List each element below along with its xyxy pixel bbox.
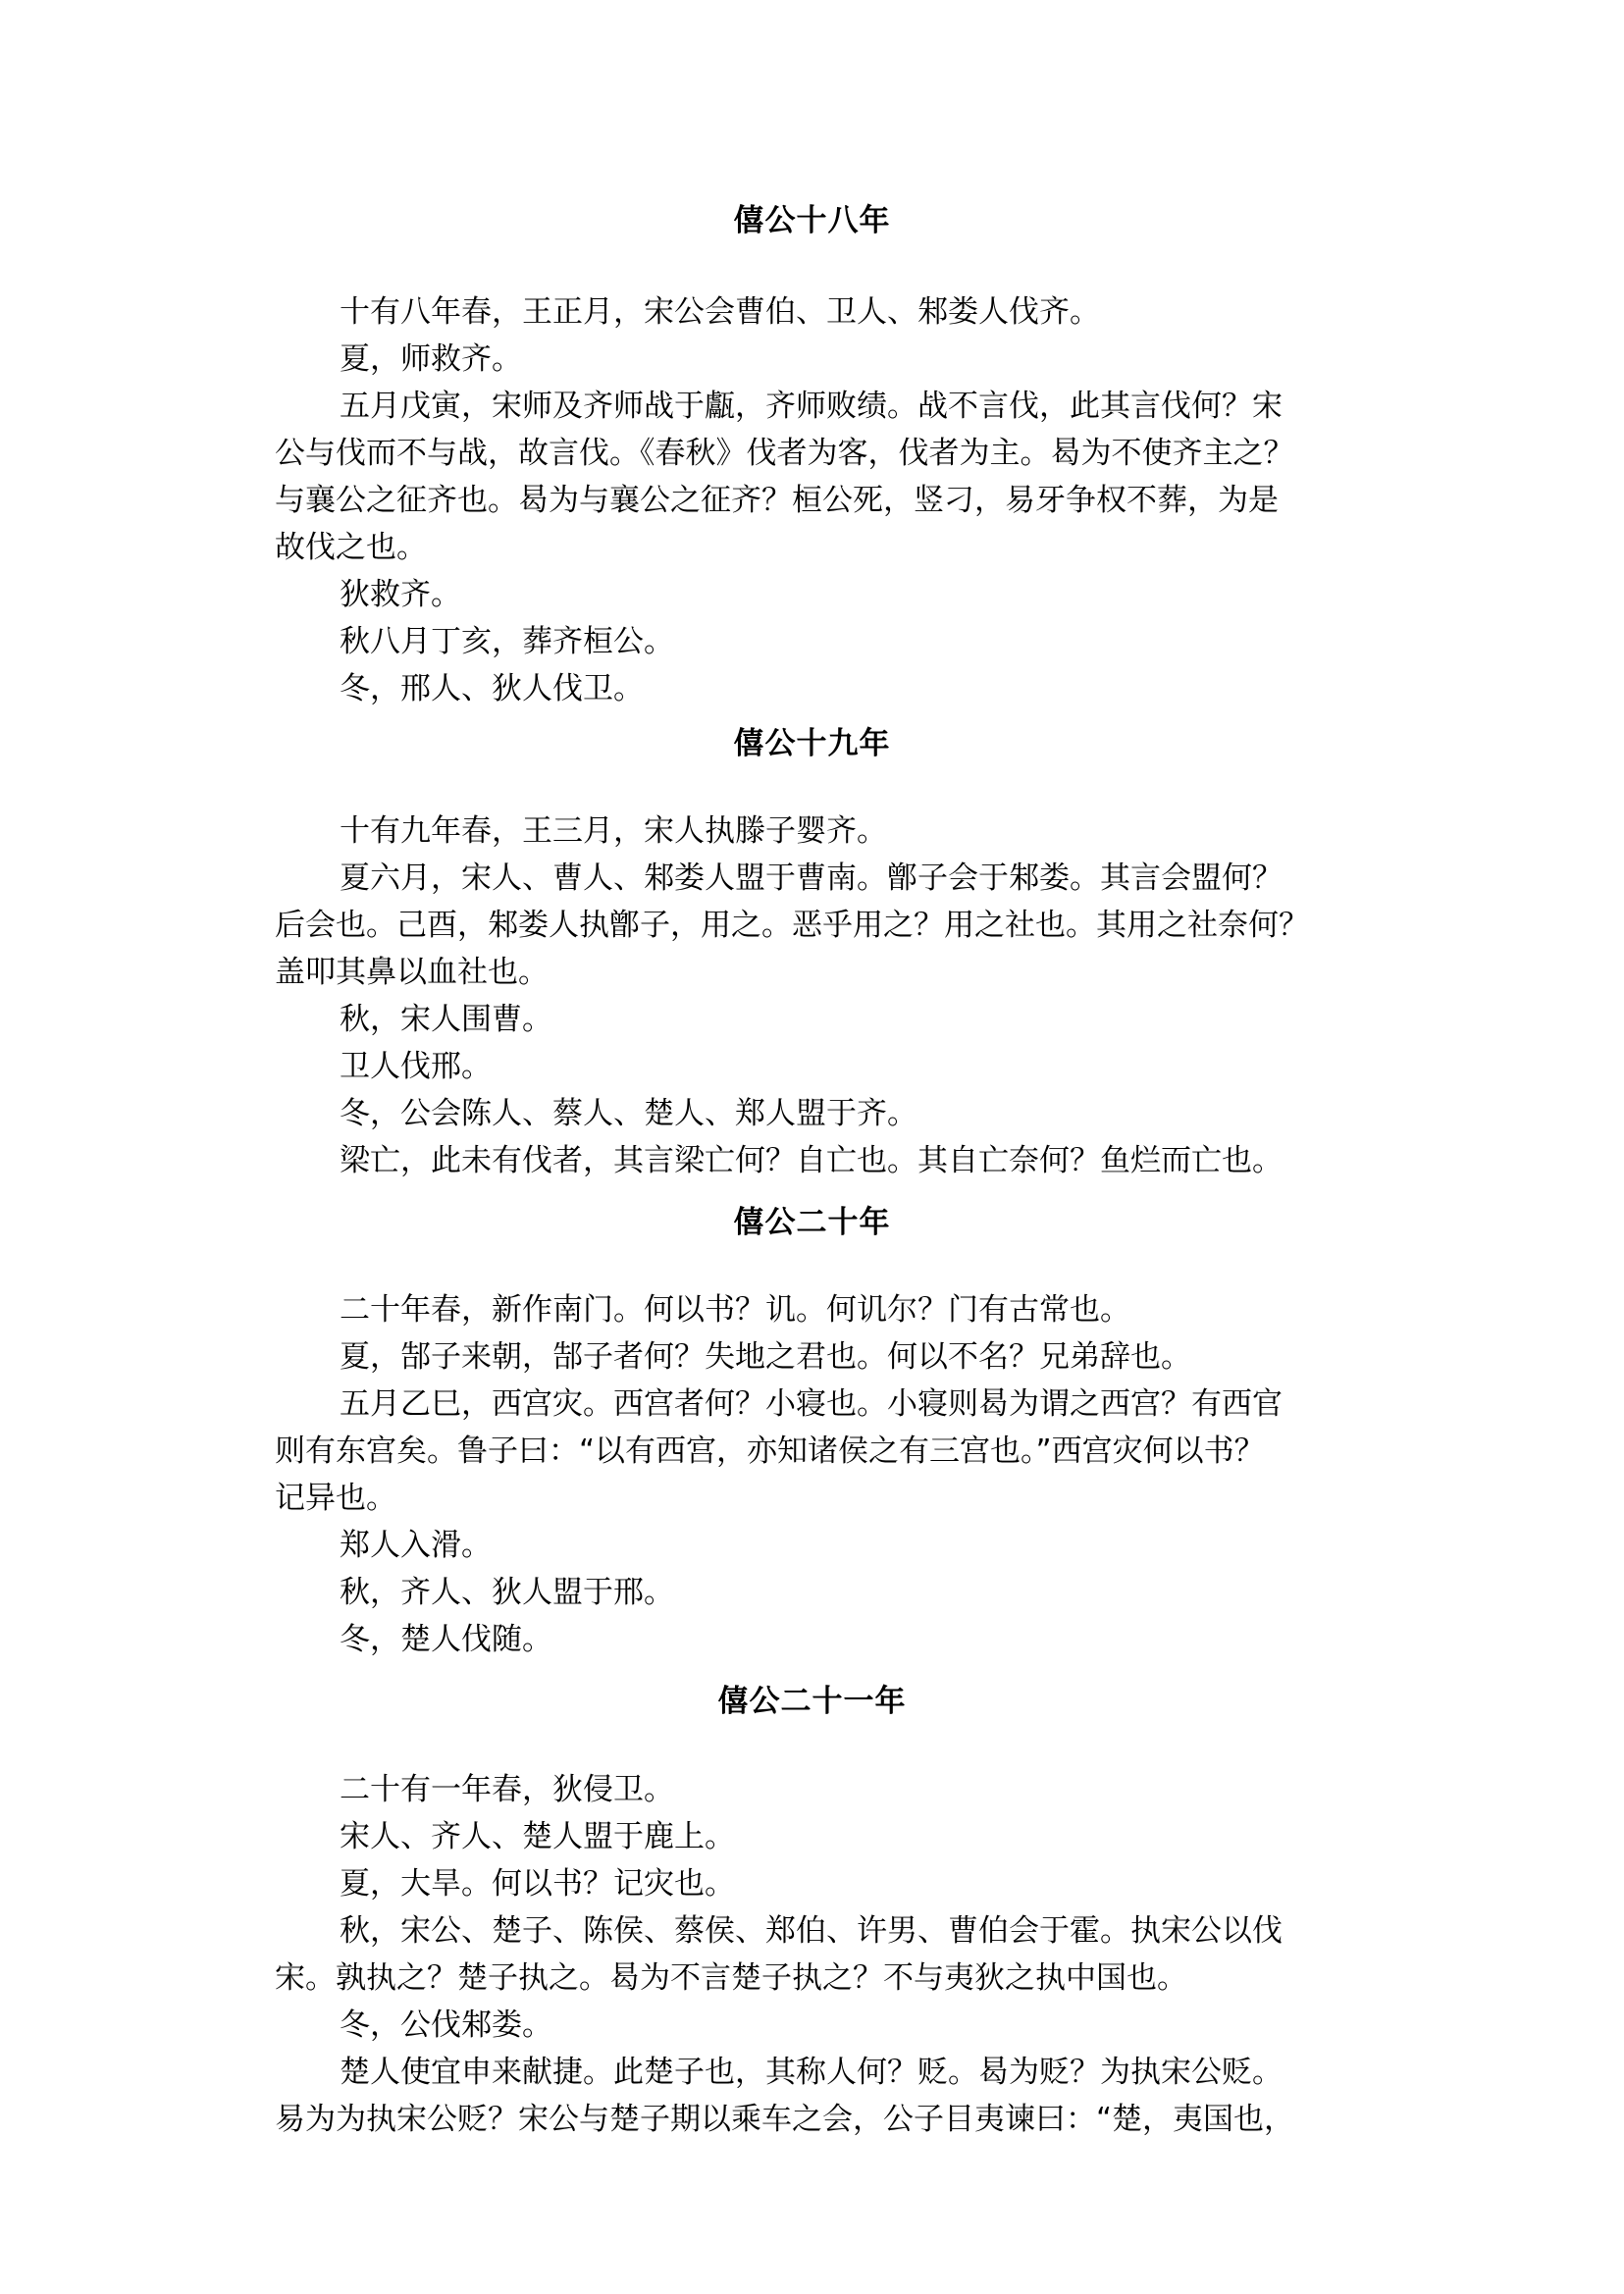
paragraph xyxy=(275,1907,1379,2002)
text-line: 梁亡，此未有伐者，其言梁亡何？自亡也。其自亡奈何？鱼烂而亡也。 xyxy=(340,1143,1283,1178)
paragraph xyxy=(275,618,1379,665)
paragraph xyxy=(275,1616,1379,1663)
paragraph xyxy=(275,665,1379,712)
text-line: 宋人、齐人、楚人盟于鹿上。 xyxy=(340,1819,735,1854)
section-title: 僖公二十年 xyxy=(733,1205,891,1240)
paragraph xyxy=(275,1813,1379,1860)
text-line: 二十年春，新作南门。何以书？讥。何讥尔？门有古常也。 xyxy=(340,1292,1130,1328)
paragraph xyxy=(275,288,1379,336)
text-line: 公与伐而不与战，故言伐。《春秋》伐者为客，伐者为主。曷为不使齐主之？ xyxy=(275,436,1294,471)
paragraph xyxy=(275,1522,1379,1569)
text-line: 秋，齐人、狄人盟于邢。 xyxy=(340,1575,674,1610)
text-line: 冬，公伐邾娄。 xyxy=(340,2007,552,2043)
text-line: 易为为执宋公贬？宋公与楚子期以乘车之会，公子目夷谏曰：“楚，夷国也， xyxy=(275,2102,1295,2137)
paragraph xyxy=(275,1569,1379,1616)
paragraph xyxy=(275,1286,1379,1333)
text-line: 郑人入滑。 xyxy=(340,1528,492,1563)
paragraph xyxy=(275,1043,1379,1090)
text-line: 二十有一年春，狄侵卫。 xyxy=(340,1772,674,1807)
section-title: 僖公十八年 xyxy=(733,203,891,238)
text-line: 后会也。己酉，邾娄人执鄫子，用之。恶乎用之？用之社也。其用之社奈何？ xyxy=(275,908,1309,943)
text-line: 宋。孰执之？楚子执之。曷为不言楚子执之？不与夷狄之执中国也。 xyxy=(275,1960,1187,1996)
paragraph xyxy=(275,1766,1379,1813)
paragraph xyxy=(275,1090,1379,1137)
text-line: 冬，楚人伐随。 xyxy=(340,1622,552,1657)
text-line: 冬，公会陈人、蔡人、楚人、郑人盟于齐。 xyxy=(340,1096,917,1131)
paragraph xyxy=(275,1381,1379,1522)
text-line: 秋，宋公、楚子、陈侯、蔡侯、郑伯、许男、曹伯会于霍。执宋公以伐 xyxy=(340,1913,1283,1949)
paragraph xyxy=(275,1137,1379,1184)
text-line: 楚人使宜申来献捷。此楚子也，其称人何？贬。曷为贬？为执宋公贬。 xyxy=(340,2055,1283,2090)
section-body xyxy=(275,808,1379,1184)
text-line: 故伐之也。 xyxy=(275,530,427,565)
paragraph xyxy=(275,996,1379,1043)
text-line: 秋八月丁亥，葬齐桓公。 xyxy=(340,624,674,659)
paragraph xyxy=(275,571,1379,618)
text-line: 卫人伐邢。 xyxy=(340,1049,492,1084)
text-line: 记异也。 xyxy=(275,1481,396,1516)
paragraph xyxy=(275,855,1379,996)
text-line: 夏六月，宋人、曹人、邾娄人盟于曹南。鄫子会于邾娄。其言会盟何？ xyxy=(340,860,1283,896)
section-body xyxy=(275,1766,1379,2143)
text-line: 夏，郜子来朝，郜子者何？失地之君也。何以不名？兄弟辞也。 xyxy=(340,1339,1191,1375)
text-line: 则有东宫矣。鲁子曰：“以有西宫，亦知诸侯之有三宫也。”西宫灾何以书？ xyxy=(275,1434,1265,1469)
section-body xyxy=(275,1286,1379,1663)
paragraph xyxy=(275,2002,1379,2049)
text-line: 与襄公之征齐也。曷为与襄公之征齐？桓公死，竖刁，易牙争权不葬，为是 xyxy=(275,483,1279,518)
paragraph xyxy=(275,808,1379,855)
text-line: 夏，大旱。何以书？记灾也。 xyxy=(340,1866,735,1902)
text-line: 狄救齐。 xyxy=(340,577,461,612)
text-line: 冬，邢人、狄人伐卫。 xyxy=(340,671,644,706)
paragraph xyxy=(275,336,1379,383)
paragraph xyxy=(275,2049,1379,2143)
section-title: 僖公二十一年 xyxy=(717,1684,907,1719)
paragraph xyxy=(275,1860,1379,1907)
text-line: 盖叩其鼻以血社也。 xyxy=(275,955,549,990)
text-line: 夏，师救齐。 xyxy=(340,341,522,377)
text-line: 秋，宋人围曹。 xyxy=(340,1002,552,1037)
text-line: 十有九年春，王三月，宋人执滕子婴齐。 xyxy=(340,813,887,849)
paragraph xyxy=(275,383,1379,571)
text-line: 五月戊寅，宋师及齐师战于甗，齐师败绩。战不言伐，此其言伐何？宋 xyxy=(340,389,1283,424)
section-body xyxy=(275,288,1379,712)
section-title: 僖公十九年 xyxy=(733,726,891,761)
text-line: 十有八年春，王正月，宋公会曹伯、卫人、邾娄人伐齐。 xyxy=(340,294,1100,330)
text-line: 五月乙巳，西宫灾。西宫者何？小寝也。小寝则曷为谓之西宫？有西官 xyxy=(340,1386,1283,1422)
paragraph xyxy=(275,1333,1379,1381)
